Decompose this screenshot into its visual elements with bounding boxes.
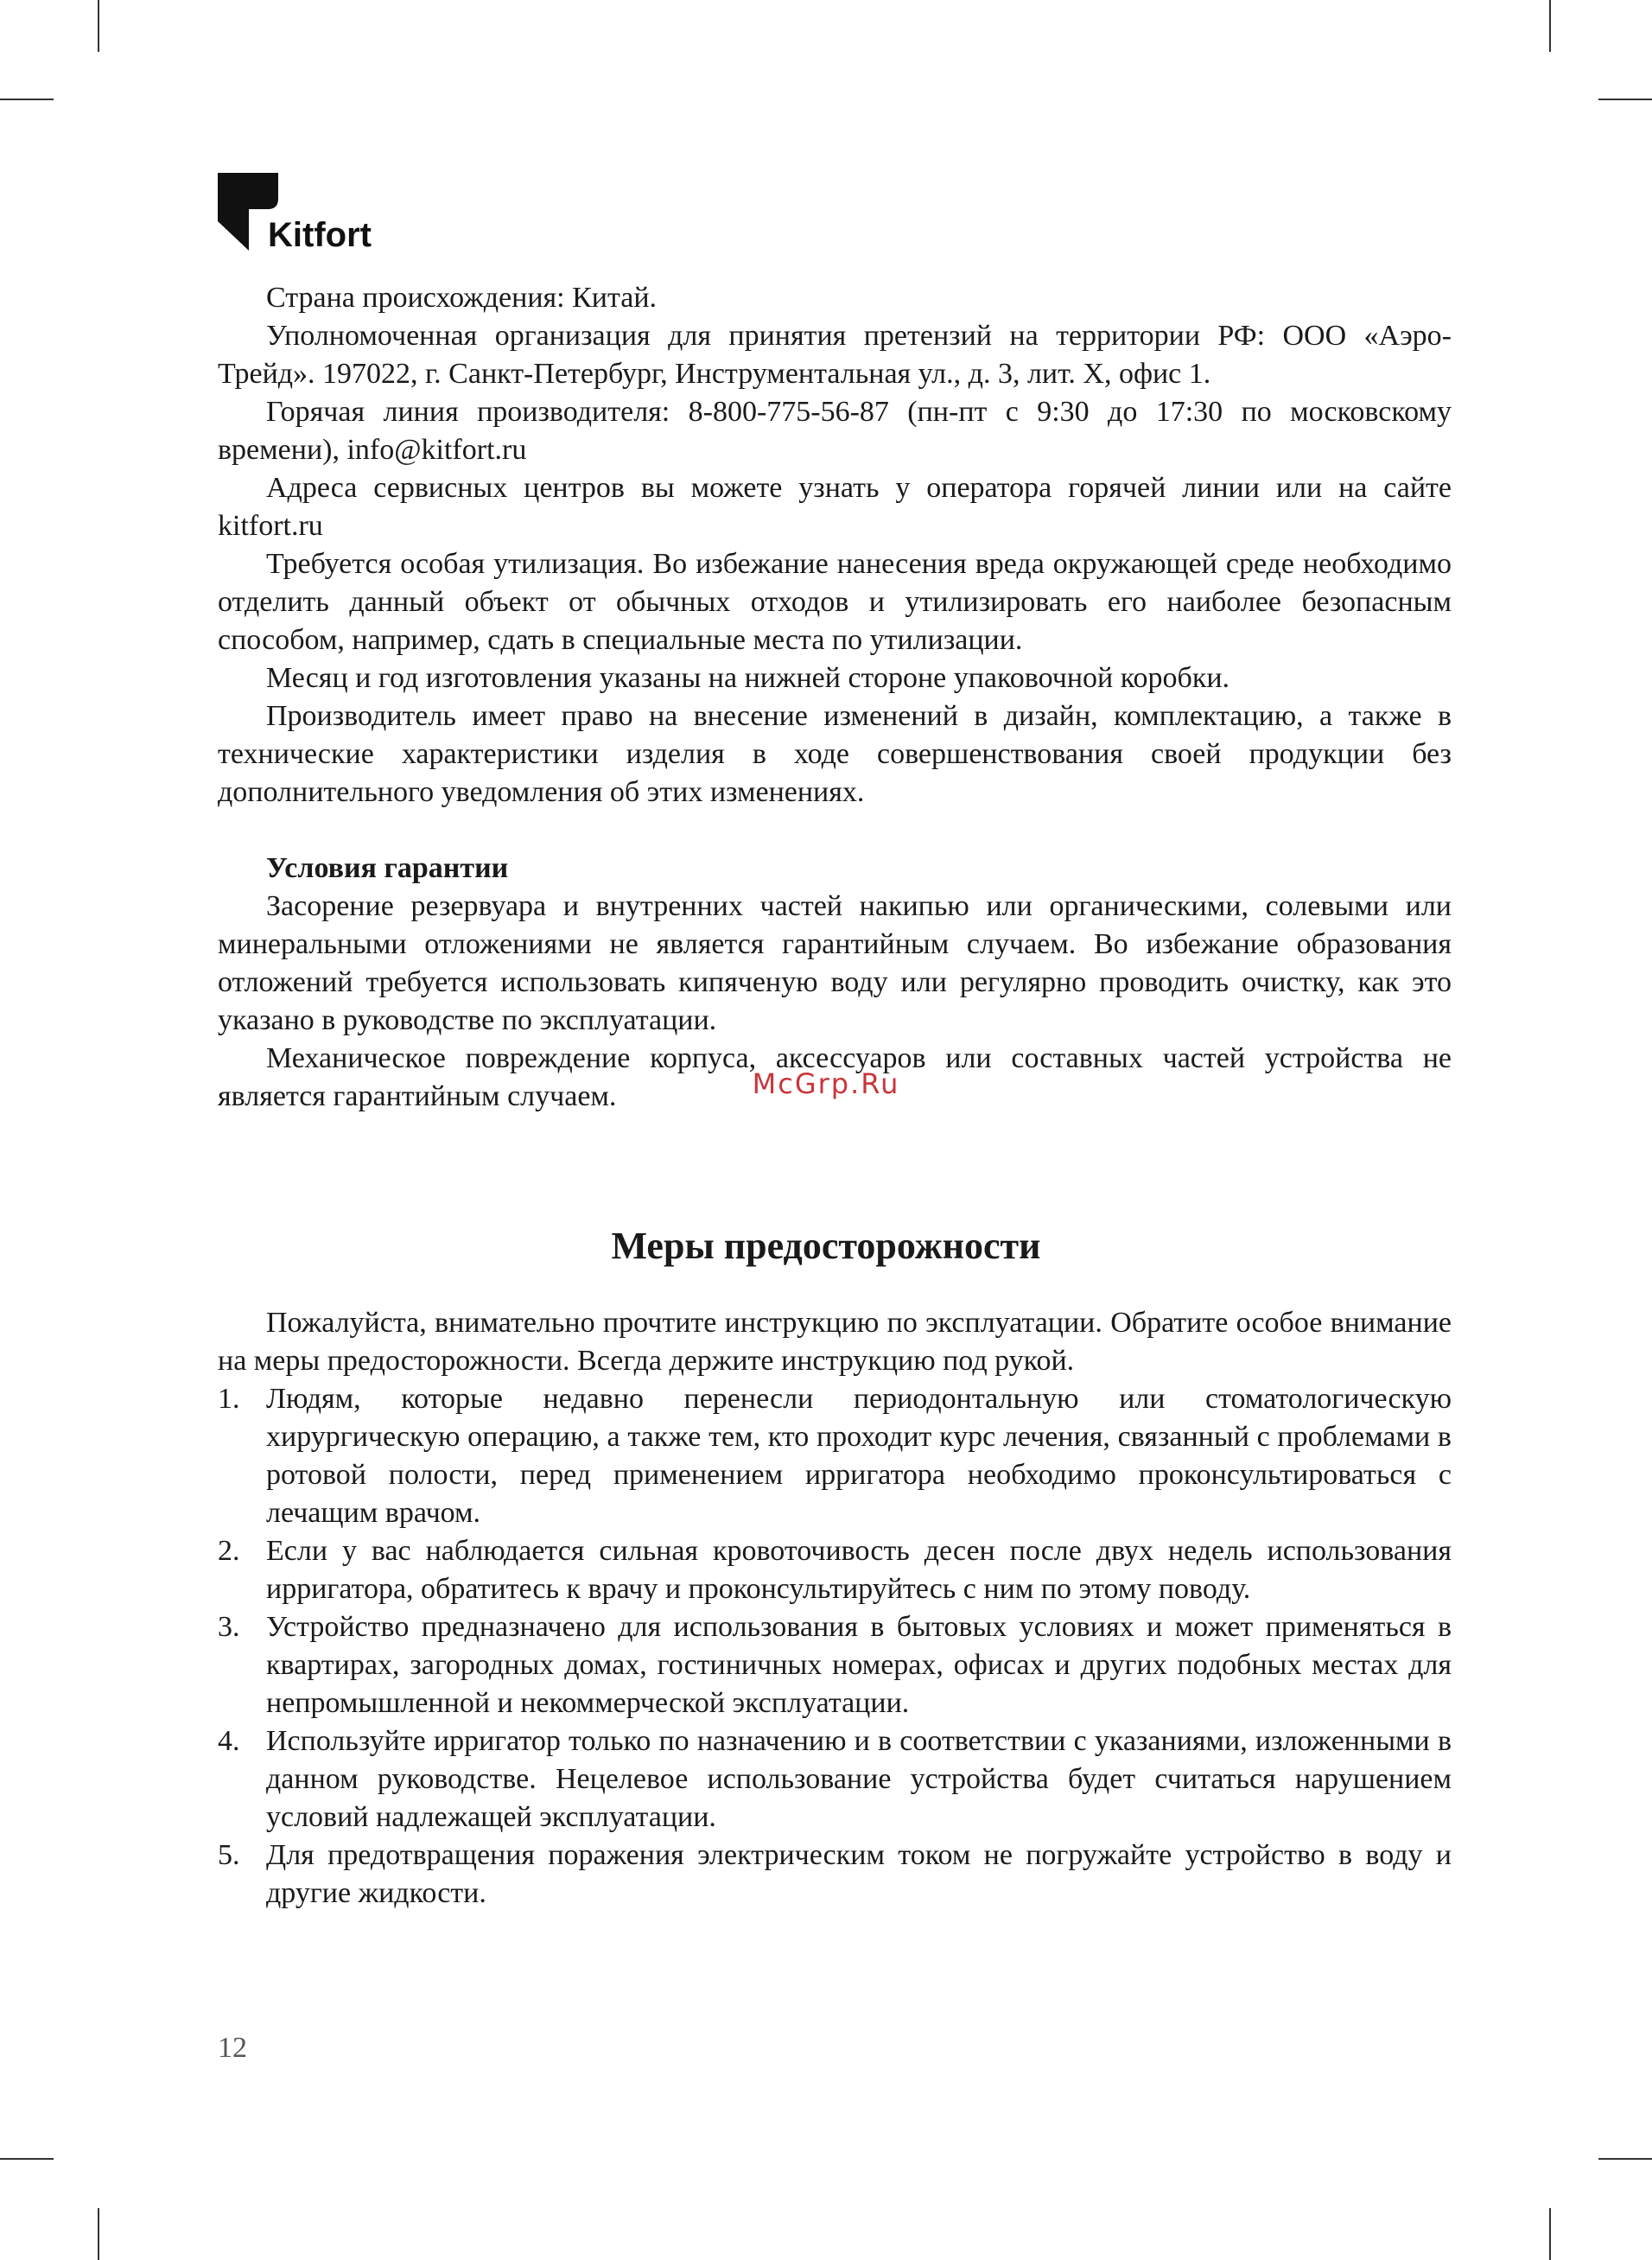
list-item-number: 3.: [218, 1611, 240, 1643]
paragraph: Механическое повреждение корпуса, аксессуаров или составных частей устройства не является гарантийным случаем.: [218, 1042, 1452, 1112]
crop-mark-top-left-h: [0, 99, 54, 100]
page-number: 12: [218, 2032, 247, 2064]
intro-section: [218, 279, 1452, 1116]
list-item-text: Используйте ирригатор только по назначению и в соответствии с указаниями, изложенными в данном руководстве. Нецелевое использование устройства будет считаться нарушением условий надлежащей эксплуатации.: [266, 1725, 1452, 1833]
list-item: [218, 1608, 1452, 1722]
crop-mark-bottom-right-h: [1598, 2158, 1652, 2160]
list-item-text: Устройство предназначено для использования в бытовых условиях и может применяться в квартирах, загородных домах, гостиничных номерах, офисах и других подобных местах для непромышленной и некоммерческой эксплуатации.: [266, 1611, 1452, 1719]
paragraph: Уполномоченная организация для принятия претензий на территории РФ: ООО «Аэро-Трейд». 197022, г. Санкт-Петербург, Инструментальная ул., д. 3, лит. Х, офис 1.: [218, 320, 1452, 390]
list-item: [218, 1532, 1452, 1608]
list-item-text: Если у вас наблюдается сильная кровоточивость десен после двух недель использования ирригатора, обратитесь к врачу и проконсультируйтесь с ним по этому поводу.: [266, 1535, 1452, 1605]
crop-mark-top-right-h: [1598, 99, 1652, 100]
crop-mark-top-left: [98, 0, 99, 52]
paragraph: Требуется особая утилизация. Во избежание нанесения вреда окружающей среде необходимо отделить данный объект от обычных отходов и утилизировать его наиболее безопасным способом, например, сдать в специальные места по утилизации.: [218, 548, 1452, 656]
paragraph: Страна происхождения: Китай.: [266, 282, 658, 314]
list-item-text: Людям, которые недавно перенесли периодонтальную или стоматологическую хирургическую операцию, а также тем, кто проходит курс лечения, связанный с проблемами в ротовой полости, перед применением ирригатора необходимо проконсультироваться с лечащим врачом.: [266, 1383, 1452, 1529]
crop-mark-bottom-right: [1549, 2208, 1551, 2260]
list-item: [218, 1380, 1452, 1532]
precautions-list: [218, 1380, 1452, 1913]
paragraph: Адреса сервисных центров вы можете узнать у оператора горячей линии или на сайте kitfort.ru: [218, 472, 1452, 542]
crop-mark-top-right: [1549, 0, 1551, 52]
list-item-text: Для предотвращения поражения электрическим током не погружайте устройство в воду и другие жидкости.: [266, 1839, 1452, 1909]
watermark: McGrp.Ru: [752, 1067, 900, 1100]
paragraph: Засорение резервуара и внутренних частей накипью или органическими, солевыми или минеральными отложениями не является гарантийным случаем. Во избежание образования отложений требуется использовать кипяченую воду или регулярно проводить очистку, как это указано в руководстве по эксплуатации.: [218, 890, 1452, 1036]
section-title: Меры предосторожности: [611, 1225, 1041, 1267]
list-item: [218, 1722, 1452, 1837]
paragraph: Месяц и год изготовления указаны на нижней стороне упаковочной коробки.: [266, 662, 1230, 694]
list-item-number: 5.: [218, 1839, 240, 1871]
list-item: [218, 1837, 1452, 1913]
list-item-number: 4.: [218, 1725, 240, 1757]
kitfort-logo: [218, 173, 391, 259]
list-item-number: 2.: [218, 1535, 240, 1567]
brand-name: Kitfort: [268, 216, 372, 254]
list-item-number: 1.: [218, 1383, 240, 1415]
precautions-intro: Пожалуйста, внимательно прочтите инструкцию по эксплуатации. Обратите особое внимание на меры предосторожности. Всегда держите инструкцию под рукой.: [218, 1307, 1452, 1377]
crop-mark-bottom-left: [98, 2208, 99, 2260]
crop-mark-bottom-left-h: [0, 2158, 54, 2160]
paragraph: Горячая линия производителя: 8-800-775-56-87 (пн-пт с 9:30 до 17:30 по московскому времени), info@kitfort.ru: [218, 396, 1452, 466]
precautions-section: [218, 1304, 1452, 1913]
warranty-heading: Условия гарантии: [266, 852, 509, 884]
paragraph: Производитель имеет право на внесение изменений в дизайн, комплектацию, а также в технические характеристики изделия в ходе совершенствования своей продукции без дополнительного уведомления об этих изменениях.: [218, 700, 1452, 808]
